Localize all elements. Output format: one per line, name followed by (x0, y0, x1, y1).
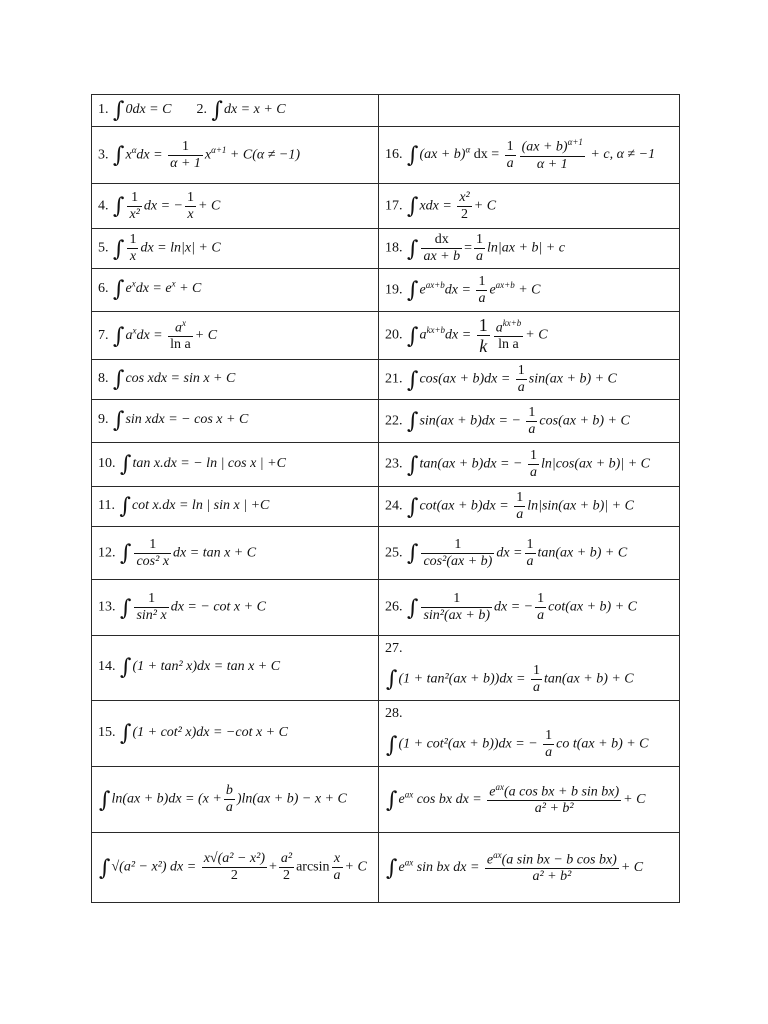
integral-sign-icon: ∫ (113, 236, 125, 262)
formula-text: dx = e (135, 281, 172, 296)
numerator: 1 (478, 315, 488, 335)
denominator: 2 (282, 868, 290, 883)
formula-cell-26 (379, 580, 680, 636)
formula-cell-28 (379, 701, 680, 767)
formula-text: + C (525, 327, 548, 343)
formula-text: cot x.dx = ln | sin x | +C (131, 497, 270, 513)
exponent: ax (493, 849, 502, 860)
fraction (202, 852, 267, 883)
formula-text: (1 + cot²(ax + b))dx = − (398, 736, 538, 752)
formula-number: 24. (385, 498, 403, 514)
numerator: 1 (168, 140, 203, 156)
numerator: 1 (516, 490, 524, 505)
exponent: x (131, 278, 136, 289)
formula-text: + C (198, 198, 221, 214)
numerator: e (486, 852, 494, 868)
formula-text: e (419, 282, 426, 298)
formula-text: dx = − (494, 599, 534, 615)
formula-text: co t(ax + b) + C (556, 736, 649, 752)
formula-cell-3 (92, 127, 379, 184)
denominator: a (476, 249, 484, 264)
numerator: 1 (526, 536, 534, 552)
exponent: kx+b (502, 317, 522, 328)
numerator-rest: (a sin bx − b cos bx) (501, 852, 617, 868)
integral-sign-icon: ∫ (113, 277, 125, 302)
table-row (92, 95, 680, 127)
formula-text: dx = − (143, 198, 183, 214)
denominator: a (517, 380, 525, 395)
formula-number: 14. (98, 659, 116, 674)
formula-text: √(a² − x²) dx = (111, 859, 197, 875)
formula-text: dx = (496, 545, 523, 561)
denominator: cos²(ax + b) (423, 553, 493, 569)
fraction (494, 319, 524, 353)
integral-sign-icon: ∫ (407, 278, 419, 304)
denominator: a (526, 553, 534, 569)
formula-text: x (125, 147, 132, 163)
fraction (421, 592, 492, 623)
formula-text: arcsin (296, 859, 330, 875)
formula-text: dx = (136, 327, 163, 343)
table-row (92, 527, 680, 580)
exponent: ax (404, 789, 414, 800)
formula-number: 2. (196, 101, 207, 117)
fraction (224, 784, 235, 815)
exponent: α+1 (211, 144, 227, 155)
formula-cell-27 (379, 636, 680, 701)
table-row (92, 636, 680, 701)
formula-cell-4 (92, 184, 379, 229)
formula-text: )ln(ax + b) − x + C (236, 791, 347, 807)
formula-number: 23. (385, 456, 403, 472)
formula-number: 20. (385, 327, 403, 343)
formula-text: e (489, 282, 496, 298)
integral-sign-icon: ∫ (407, 323, 419, 349)
table-row (92, 269, 680, 312)
formula-number: 21. (385, 371, 403, 387)
formula-number: 6. (98, 281, 109, 296)
formula-text: dx = (445, 327, 472, 343)
table-row (92, 767, 680, 833)
integral-sign-icon: ∫ (386, 667, 398, 693)
fraction (516, 364, 527, 395)
integral-sign-icon: ∫ (407, 452, 419, 478)
formula-text: + C(α ≠ −1) (229, 147, 301, 163)
denominator: ln a (170, 337, 191, 353)
formula-cell-13 (92, 580, 379, 636)
fraction (477, 316, 490, 355)
formula-cell-sqrt (92, 833, 379, 903)
fraction (127, 191, 141, 222)
exponent: x (171, 278, 176, 289)
exponent: α (465, 144, 471, 155)
formula-text: dx = (444, 282, 471, 298)
formula-number: 26. (385, 599, 403, 615)
formula-cell-19 (379, 269, 680, 312)
formula-text: cos xdx = sin x + C (125, 370, 236, 386)
table-row (92, 400, 680, 443)
formula-text: ln|ax + b| + c (487, 240, 565, 256)
integral-sign-icon: ∫ (99, 855, 111, 881)
fraction (134, 538, 171, 569)
formula-number: 27. (385, 640, 403, 656)
formula-text: (x + (198, 791, 222, 807)
formula-text: = (464, 240, 473, 256)
fraction (520, 138, 585, 172)
numerator: 1 (537, 591, 545, 606)
numerator: x√(a² − x²) (203, 851, 265, 866)
formula-text: (ax + b) (419, 147, 466, 163)
formula-cell-1-2 (92, 95, 379, 127)
integral-sign-icon: ∫ (407, 595, 419, 621)
formula-cell-18 (379, 229, 680, 269)
fraction (543, 729, 554, 760)
formula-text: dx = tan x + C (173, 545, 257, 561)
denominator: ln a (498, 337, 519, 353)
denominator: a (516, 507, 524, 522)
fraction (127, 233, 138, 264)
formula-text: + C (473, 198, 497, 214)
denominator: a (333, 868, 341, 883)
denominator: sin²(ax + b) (423, 608, 490, 623)
formula-text: a (419, 327, 427, 343)
numerator: a² (280, 851, 293, 866)
formula-text: dx = (473, 147, 500, 163)
denominator: a (537, 608, 545, 623)
table-row (92, 127, 680, 184)
formula-cell-10 (92, 443, 379, 487)
formula-text: ln(ax + b)dx = (111, 791, 195, 807)
denominator: x (129, 249, 137, 264)
numerator: a (174, 320, 182, 336)
exponent: ax+b (495, 279, 515, 290)
exponent: kx+b (426, 325, 446, 336)
denominator: a (506, 155, 514, 171)
formula-text: + C (623, 791, 646, 807)
formula-cell-20 (379, 312, 680, 360)
denominator: a (529, 465, 537, 480)
denominator: a (225, 800, 233, 815)
fraction (535, 592, 546, 623)
formula-cell-ln (92, 767, 379, 833)
formula-number: 17. (385, 198, 403, 214)
numerator: 1 (517, 363, 525, 378)
integral-sign-icon: ∫ (407, 409, 419, 435)
denominator: x² (129, 206, 140, 222)
formula-number: 3. (98, 147, 109, 163)
table-row (92, 229, 680, 269)
table-row (92, 487, 680, 527)
numerator: dx (421, 233, 462, 249)
formula-text: + C (179, 281, 202, 296)
formula-number: 12. (98, 545, 116, 561)
integral-sign-icon: ∫ (113, 97, 125, 123)
integral-sign-icon: ∫ (120, 720, 132, 746)
numerator: b (225, 783, 233, 798)
formula-text: e (398, 791, 405, 807)
formula-number: 7. (98, 327, 109, 343)
integral-sign-icon: ∫ (407, 194, 419, 220)
fraction (526, 406, 537, 437)
formula-text: dx = x + C (223, 101, 286, 117)
denominator: ax + b (423, 249, 461, 264)
denominator: a (532, 679, 540, 695)
formula-text: (1 + cot² x)dx = −cot x + C (132, 724, 288, 740)
table-row (92, 184, 680, 229)
formula-number: 4. (98, 198, 109, 214)
table-row (92, 701, 680, 767)
formula-text: sin xdx = − cos x + C (125, 412, 249, 427)
denominator: α + 1 (170, 155, 201, 171)
formula-cell-22 (379, 400, 680, 443)
fraction (476, 275, 487, 306)
integral-sign-icon: ∫ (407, 367, 419, 393)
fraction (474, 233, 485, 264)
denominator: a² + b² (532, 869, 572, 885)
exponent: ax (495, 781, 504, 792)
numerator: 1 (127, 191, 141, 207)
integral-sign-icon: ∫ (113, 408, 125, 433)
fraction (457, 191, 471, 222)
formula-number: 5. (98, 240, 109, 256)
denominator: cos² x (136, 553, 170, 569)
formula-text: ln|cos(ax + b)| + C (540, 456, 650, 472)
exponent: x (132, 325, 137, 336)
integral-sign-icon: ∫ (120, 451, 132, 477)
exponent: α (131, 144, 137, 155)
formula-text: 0dx = C (125, 101, 172, 117)
exponent: x (181, 317, 186, 328)
formula-cell-23 (379, 443, 680, 487)
formula-text: sin(ax + b) + C (528, 371, 617, 387)
numerator: 1 (528, 404, 536, 420)
formula-text: cos(ax + b) + C (539, 413, 630, 429)
formula-text: ln|sin(ax + b)| + C (527, 498, 634, 514)
integral-sign-icon: ∫ (211, 97, 223, 123)
numerator-rest: (a cos bx + b sin bx) (503, 784, 620, 800)
formula-cell-9 (92, 400, 379, 443)
integral-sign-icon: ∫ (113, 143, 125, 169)
formula-text: x (204, 147, 212, 163)
table-row (92, 360, 680, 400)
denominator: α + 1 (536, 156, 568, 172)
formula-cell-21 (379, 360, 680, 400)
formula-text: tan(ax + b) + C (543, 671, 634, 687)
fraction (421, 538, 494, 569)
integral-sign-icon: ∫ (407, 143, 419, 169)
formula-text: tan(ax + b)dx = − (419, 456, 523, 472)
integral-sign-icon: ∫ (120, 655, 132, 680)
fraction (134, 592, 168, 623)
formula-text: e (398, 859, 405, 875)
formula-number: 8. (98, 370, 109, 386)
empty-cell (379, 95, 680, 127)
fraction (525, 538, 536, 569)
numerator: 1 (134, 592, 168, 608)
denominator: a² + b² (534, 801, 574, 817)
denominator: sin² x (136, 608, 167, 623)
numerator: 1 (506, 138, 514, 154)
formula-cell-11 (92, 487, 379, 527)
integral-sign-icon: ∫ (113, 323, 125, 349)
formula-number: 13. (98, 599, 116, 615)
table-row (92, 443, 680, 487)
fraction (168, 319, 193, 353)
integral-sign-icon: ∫ (113, 194, 125, 220)
fraction (485, 851, 619, 885)
formula-number: 15. (98, 724, 116, 740)
formula-cell-17 (379, 184, 680, 229)
formula-cell-24 (379, 487, 680, 527)
formula-cell-14 (92, 636, 379, 701)
numerator: 1 (134, 538, 171, 554)
fraction (487, 783, 621, 817)
formula-cell-8 (92, 360, 379, 400)
numerator: 1 (421, 538, 494, 554)
integral-sign-icon: ∫ (120, 541, 132, 567)
numerator: 1 (187, 189, 194, 205)
numerator: 1 (532, 662, 540, 678)
exponent: ax+b (425, 279, 445, 290)
numerator: 1 (476, 232, 484, 247)
formula-text: cos(ax + b)dx = (419, 371, 511, 387)
denominator: a (478, 290, 486, 306)
numerator: x (332, 852, 343, 868)
formula-text: cos bx dx = (416, 791, 482, 807)
formula-text: + C (344, 859, 367, 875)
formula-text: tan(ax + b) + C (537, 545, 628, 561)
formula-cell-15 (92, 701, 379, 767)
numerator: 1 (421, 592, 492, 608)
formula-text: + c, α ≠ −1 (590, 147, 656, 163)
numerator: x² (459, 189, 470, 205)
fraction (528, 449, 539, 480)
formula-text: tan x.dx = − ln | cos x | +C (132, 455, 286, 471)
formula-number: 25. (385, 545, 403, 561)
numerator: 1 (529, 448, 537, 463)
numerator: (ax + b) (521, 139, 568, 155)
formula-number: 19. (385, 282, 403, 298)
formula-text: (1 + tan² x)dx = tan x + C (132, 659, 281, 674)
formula-number: 10. (98, 455, 116, 471)
formula-number: 18. (385, 240, 403, 256)
formula-number: 11. (98, 497, 115, 513)
denominator: k (479, 336, 488, 356)
formula-number: 1. (98, 101, 109, 117)
fraction (279, 852, 294, 883)
formula-number: 16. (385, 147, 403, 163)
denominator: a (545, 745, 553, 760)
fraction (514, 491, 525, 522)
formula-text: dx = − cot x + C (170, 599, 266, 615)
denominator: a (528, 421, 536, 437)
integral-sign-icon: ∫ (407, 494, 419, 520)
numerator: 1 (545, 728, 553, 743)
table-row (92, 833, 680, 903)
formula-cell-eax-cos (379, 767, 680, 833)
formula-text: + (268, 859, 277, 875)
formula-text: sin bx dx = (416, 859, 480, 875)
integral-sign-icon: ∫ (386, 855, 398, 881)
integral-sign-icon: ∫ (120, 595, 132, 621)
formula-text: + C (194, 327, 218, 343)
formula-number: 9. (98, 412, 109, 427)
formula-cell-12 (92, 527, 379, 580)
formula-text: a (125, 327, 133, 343)
formula-text: dx = (136, 147, 163, 163)
exponent: α+1 (567, 137, 583, 148)
table-row (92, 312, 680, 360)
formula-text: + C (518, 282, 541, 298)
numerator: e (489, 784, 496, 800)
integral-sign-icon: ∫ (407, 236, 419, 262)
formula-cell-6 (92, 269, 379, 312)
formula-number: 28. (385, 706, 403, 721)
fraction (531, 664, 542, 695)
formula-text: xdx = (419, 198, 452, 214)
formula-text: dx = ln|x| + C (140, 240, 221, 256)
formula-cell-7 (92, 312, 379, 360)
numerator: 1 (129, 232, 137, 247)
denominator: 2 (230, 868, 238, 883)
fraction (185, 191, 196, 222)
integral-sign-icon: ∫ (113, 366, 125, 392)
fraction (332, 852, 343, 883)
table-row (92, 580, 680, 636)
formula-text: cot(ax + b)dx = (419, 498, 509, 514)
formula-cell-5 (92, 229, 379, 269)
formula-text: (1 + tan²(ax + b))dx = (398, 671, 526, 687)
exponent: ax (404, 857, 414, 868)
formula-number: 22. (385, 413, 403, 429)
integral-formula-table (91, 94, 680, 903)
integral-sign-icon: ∫ (386, 787, 398, 813)
denominator: 2 (461, 206, 469, 222)
denominator: x (187, 206, 194, 222)
fraction (421, 233, 462, 264)
numerator: a (495, 320, 503, 336)
formula-text: e (125, 281, 132, 296)
formula-text: cot(ax + b) + C (548, 599, 637, 615)
formula-cell-16 (379, 127, 680, 184)
formula-text: sin(ax + b)dx = − (419, 413, 521, 429)
formula-text: + C (620, 859, 644, 875)
fraction (168, 140, 203, 171)
integral-sign-icon: ∫ (407, 541, 419, 567)
integral-sign-icon: ∫ (386, 732, 398, 758)
formula-cell-25 (379, 527, 680, 580)
fraction (505, 140, 516, 171)
numerator: 1 (478, 273, 486, 289)
formula-cell-eax-sin (379, 833, 680, 903)
integral-sign-icon: ∫ (119, 493, 131, 519)
integral-sign-icon: ∫ (99, 787, 111, 813)
